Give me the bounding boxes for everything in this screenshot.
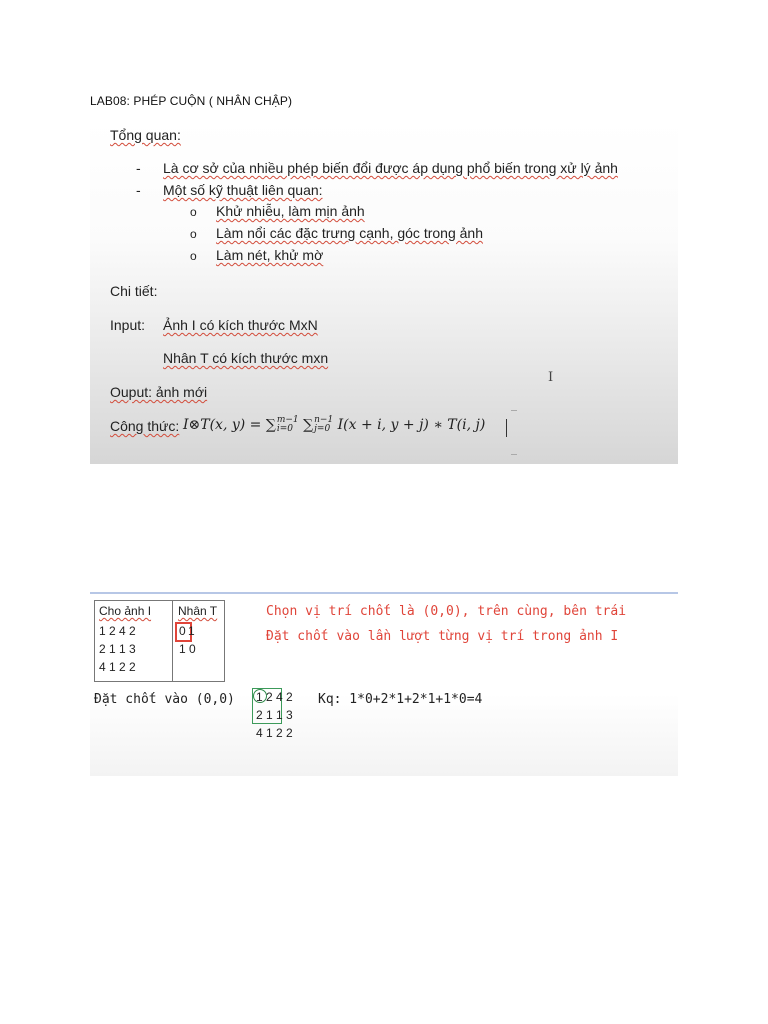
- sub-bullet-item: Khử nhiễu, làm mịn ảnh: [216, 203, 365, 219]
- formula-lhs: I⊗T(x, y) =: [183, 417, 266, 433]
- formula-rhs: I(x + i, y + j) ∗ T(i, j): [333, 417, 486, 433]
- output-line: Ouput: ảnh mới: [110, 384, 208, 400]
- formula-sum-i-lower: i=0: [276, 424, 294, 434]
- formula-sum-i: ∑: [265, 417, 276, 433]
- kernel-header: Nhân T: [178, 604, 218, 618]
- text-caret: [506, 419, 507, 437]
- example-screenshot: [90, 592, 678, 776]
- kernel-cell: 0: [179, 624, 186, 638]
- ibeam-cursor-icon: I: [548, 370, 554, 385]
- sub-bullet-item: Làm nét, khử mờ: [216, 247, 324, 263]
- lecture-slide-screenshot: [90, 121, 678, 464]
- image-row: 1 2 4 2: [99, 624, 136, 638]
- kernel-cell: 1: [188, 624, 195, 638]
- step-label: Đặt chốt vào (0,0): [94, 692, 235, 707]
- convolution-formula: [183, 416, 485, 434]
- step-row: 2 1 1 3: [256, 708, 293, 722]
- document-title: LAB08: PHÉP CUỘN ( NHÂN CHẬP): [90, 94, 293, 108]
- input-label: Input:: [110, 317, 146, 333]
- bullet-item: Là cơ sở của nhiều phép biến đổi được áp dụng phổ biến trong xử lý ảnh: [163, 160, 618, 176]
- input-line-kernel: Nhân T có kích thước mxn: [163, 350, 329, 366]
- edge-mark: [511, 454, 517, 455]
- details-heading: Chi tiết:: [110, 283, 158, 299]
- sub-bullet-marker: o: [190, 205, 197, 219]
- formula-sum-j-lower: j=0: [314, 424, 331, 434]
- edge-mark: [511, 410, 517, 411]
- step-row: 1 2 4 2: [256, 690, 293, 704]
- formula-sum-j: ∑: [298, 417, 314, 433]
- image-row: 2 1 1 3: [99, 642, 136, 656]
- kernel-row: 1 0: [179, 642, 196, 656]
- formula-label: Công thức:: [110, 418, 180, 434]
- formula-sum-j-upper: n−1: [314, 415, 334, 425]
- instruction-line: Chọn vị trí chốt là (0,0), trên cùng, bên trái: [266, 604, 627, 619]
- bullet-item: Một số kỹ thuật liên quan:: [163, 182, 323, 198]
- sub-bullet-item: Làm nổi các đặc trưng cạnh, góc trong ảnh: [216, 225, 483, 241]
- sub-bullet-marker: o: [190, 249, 197, 263]
- bullet-dash: -: [136, 160, 141, 176]
- instruction-line: Đặt chốt vào lần lượt từng vị trí trong ảnh I: [266, 629, 619, 644]
- image-row: 4 1 2 2: [99, 660, 136, 674]
- formula-sum-i-upper: m−1: [276, 415, 299, 425]
- input-line-image: Ảnh I có kích thước MxN: [163, 317, 318, 333]
- result-text: Kq: 1*0+2*1+2*1+1*0=4: [318, 692, 483, 707]
- step-row: 4 1 2 2: [256, 726, 293, 740]
- sub-bullet-marker: o: [190, 227, 197, 241]
- bullet-dash: -: [136, 182, 141, 198]
- overview-heading: Tổng quan:: [110, 127, 181, 143]
- image-header: Cho ảnh I: [99, 604, 152, 618]
